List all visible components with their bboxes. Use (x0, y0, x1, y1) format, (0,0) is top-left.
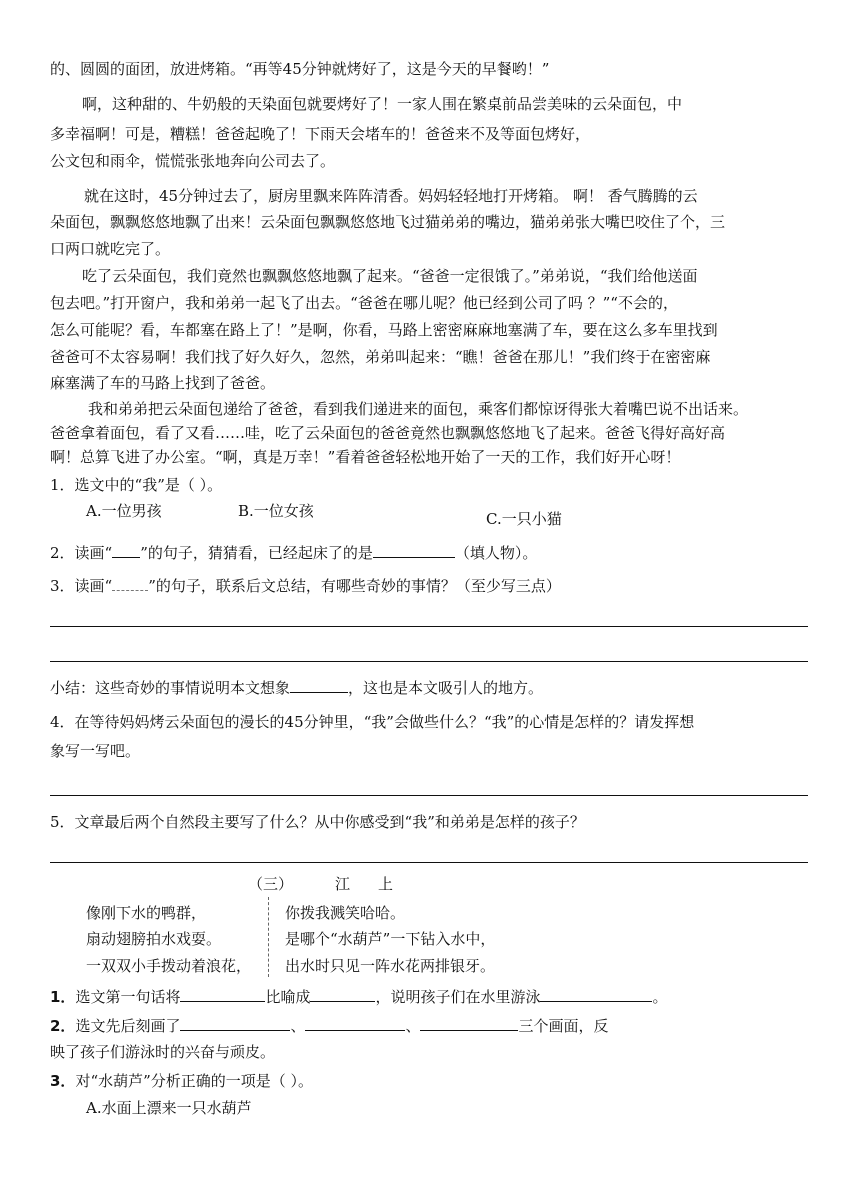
passage-line: 爸爸可不太容易啊！我们找了好久好久，忽然，弟弟叫起来：“瞧！爸爸在那儿！”我们终于在密密麻 (50, 348, 711, 366)
passage-line: 吃了云朵面包，我们竟然也飘飘悠悠地飘了起来。“爸爸一定很饿了。”弟弟说，“我们给他送面 (82, 267, 698, 285)
answer-blank[interactable] (540, 985, 652, 1002)
question-4: 4．在等待妈妈烤云朵面包的漫长的45分钟里，“我”会做些什么？“我”的心情是怎样的？请发挥想 (50, 713, 695, 731)
poem-line: 一双双小手拨动着浪花， (86, 957, 252, 975)
section-title: 江 上 (335, 875, 394, 893)
passage-line: 的、圆圆的面团，放进烤箱。“再等45分钟就烤好了，这是今天的早餐哟！” (50, 60, 550, 78)
passage-line: 啊！总算飞进了办公室。“啊，真是万幸！”看着爸爸轻松地开始了一天的工作，我们好开心呀！ (50, 448, 681, 466)
passage-line: 包去吧。”打开窗户，我和弟弟一起飞了出去。“爸爸在哪儿呢？他已经到公司了吗 ？”“不会的， (50, 294, 678, 312)
passage-line: 公文包和雨伞，慌慌张张地奔向公司去了。 (50, 152, 336, 170)
passage-line: 怎么可能呢？看，车都塞在路上了！”是啊，你看，马路上密密麻麻地塞满了车，要在这么多车里找到 (50, 321, 718, 339)
answer-blank[interactable] (305, 1014, 405, 1031)
passage-line: 朵面包，飘飘悠悠地飘了出来！云朵面包飘飘悠悠地飞过猫弟弟的嘴边，猫弟弟张大嘴巴咬住了个，三 (50, 213, 726, 231)
answer-blank[interactable] (180, 1014, 290, 1031)
section-number: （三） (248, 875, 294, 893)
passage-line: 啊，这种甜的、牛奶般的天染面包就要烤好了！一家人围在繁桌前品尝美味的云朵面包，中 (82, 95, 683, 113)
poem-line: 像刚下水的鸭群， (86, 904, 207, 922)
answer-blank[interactable] (310, 985, 375, 1002)
option-b: B.一位女孩 (238, 502, 314, 520)
poem-line: 扇动翅膀拍水戏耍。 (86, 930, 222, 948)
question-2: 2．读画“ ”的句子，猜猜看，已经起床了的是 （填人物）。 (50, 541, 537, 564)
passage-line: 我和弟弟把云朵面包递给了爸爸，看到我们递进来的面包，乘客们都惊讶得张大着嘴巴说不出话来。 (88, 400, 749, 418)
passage-line: 爸爸拿着面包，看了又看……哇，吃了云朵面包的爸爸竟然也飘飘悠悠地飞了起来。爸爸飞得好高好高 (50, 424, 726, 442)
section3-question-2-cont: 映了孩子们游泳时的兴奋与顽皮。 (50, 1043, 276, 1061)
poem-line: 出水时只见一阵水花两排银牙。 (285, 957, 496, 975)
answer-line[interactable] (50, 661, 808, 662)
poem-line: 你拨我溅笑哈哈。 (285, 904, 406, 922)
poem-divider (268, 897, 269, 977)
section3-option-a: A.水面上漂来一只水葫芦 (86, 1099, 252, 1117)
passage-line: 口两口就吃完了。 (50, 240, 171, 258)
answer-line[interactable] (50, 862, 808, 863)
question-4-cont: 象写一写吧。 (50, 742, 141, 760)
question-1: 1．选文中的“我”是（ ）。 (50, 476, 223, 494)
answer-blank[interactable] (420, 1014, 518, 1031)
section3-question-1: 1．选文第一句话将 比喻成 ，说明孩子们在水里游泳 。 (50, 985, 668, 1008)
passage-line: 多幸福啊！可是，糟糕！爸爸起晚了！下雨天会堵车的！爸爸来不及等面包烤好， (50, 125, 591, 143)
option-c: C.一只小猫 (486, 510, 562, 528)
answer-line[interactable] (50, 626, 808, 627)
question-5: 5．文章最后两个自然段主要写了什么？从中你感受到“我”和弟弟是怎样的孩子？ (50, 813, 585, 831)
answer-blank[interactable] (290, 676, 348, 693)
poem-line: 是哪个“水葫芦”一下钻入水中， (285, 930, 496, 948)
answer-blank[interactable] (373, 541, 455, 558)
option-a: A.一位男孩 (86, 502, 162, 520)
underline-sample (112, 574, 148, 591)
question-3: 3．读画“ ”的句子，联系后文总结，有哪些奇妙的事情？（至少写三点） (50, 574, 561, 597)
section3-question-3: 3．对“水葫芦”分析正确的一项是（ ）。 (50, 1072, 314, 1090)
underline-sample (112, 541, 140, 558)
answer-blank[interactable] (180, 985, 265, 1002)
answer-line[interactable] (50, 795, 808, 796)
passage-line: 麻塞满了车的马路上找到了爸爸。 (50, 374, 276, 392)
passage-line: 就在这时，45分钟过去了，厨房里飘来阵阵清香。妈妈轻轻地打开烤箱。 啊！ 香气腾腾的云 (84, 187, 698, 205)
summary: 小结：这些奇妙的事情说明本文想象 ，这也是本文吸引人的地方。 (50, 676, 543, 699)
section3-question-2: 2．选文先后刻画了 、 、 三个画面，反 (50, 1014, 609, 1037)
